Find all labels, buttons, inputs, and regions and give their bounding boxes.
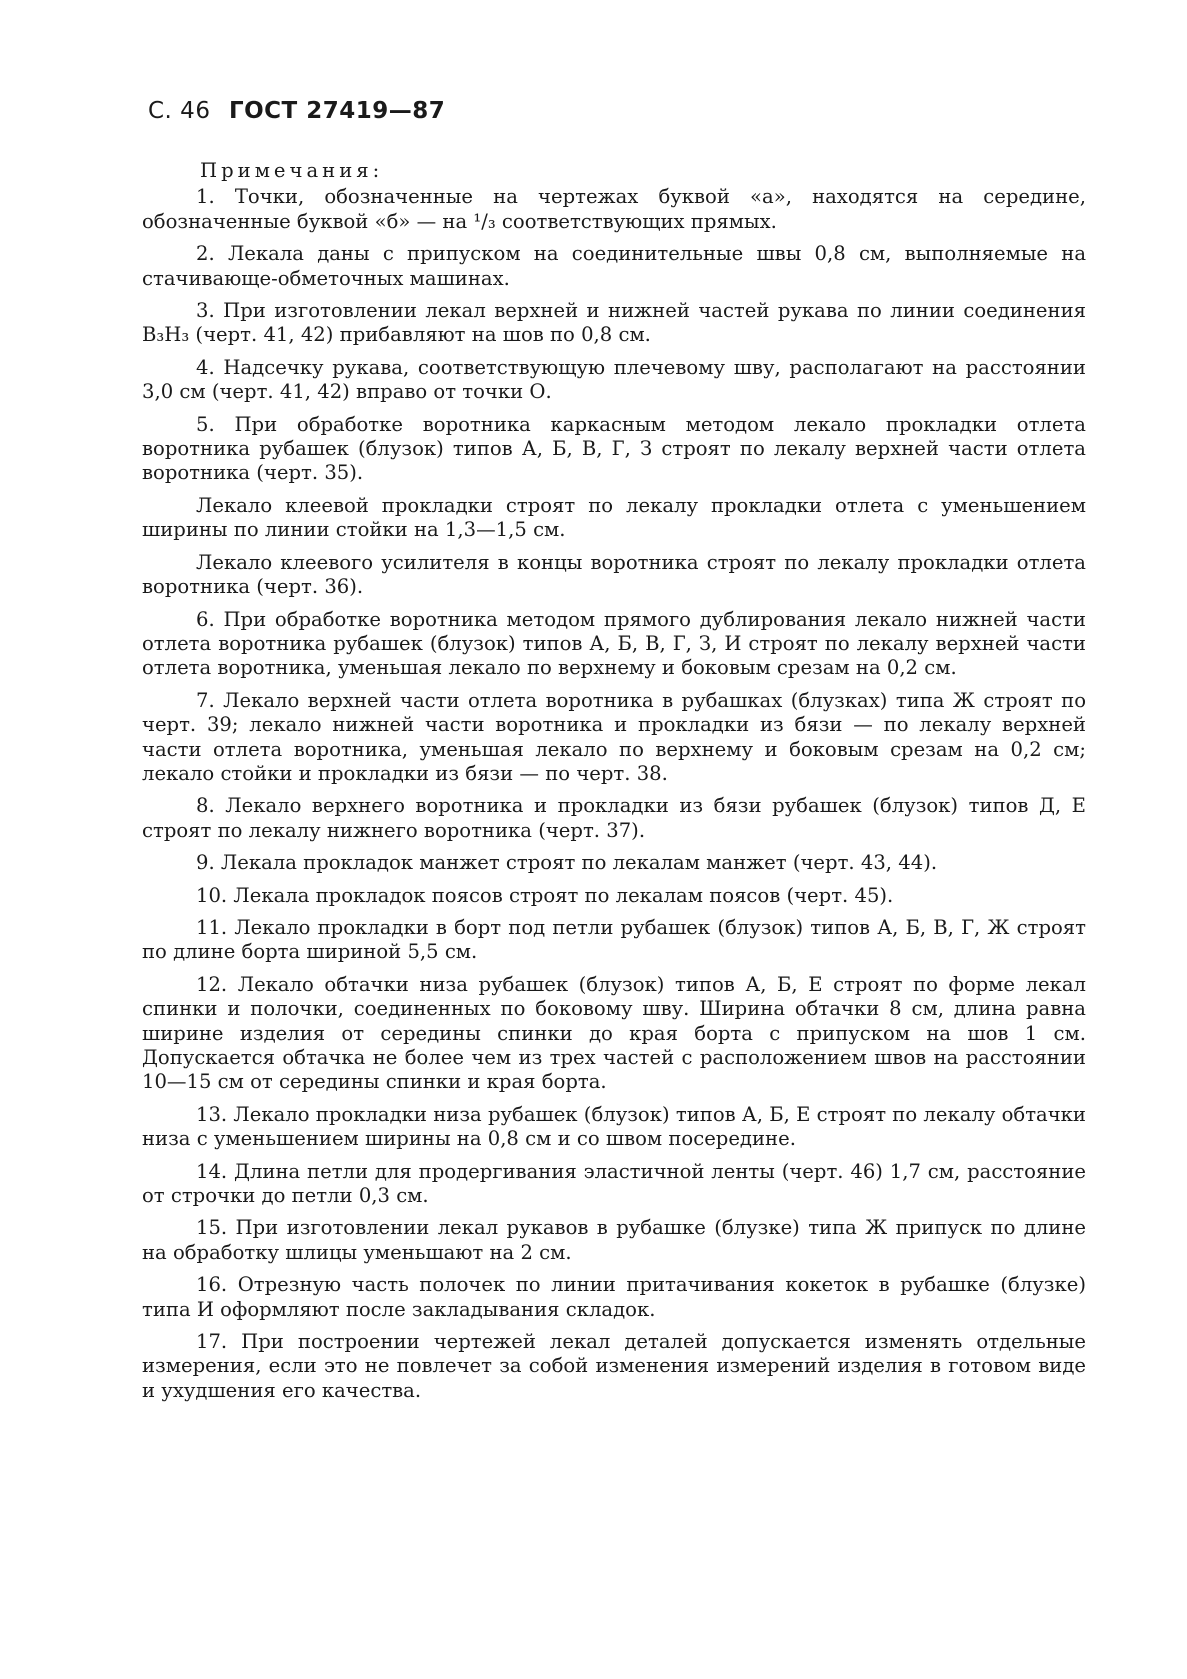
standard-code: ГОСТ 27419—87 [228, 98, 446, 124]
note-8: 8. Лекало верхнего воротника и прокладки из бязи рубашек (блузок) типов Д, Е строят по лекалу нижнего воротника (черт. 37). [142, 794, 1086, 842]
note-2: 2. Лекала даны с припуском на соединительные швы 0,8 см, выполняемые на стачивающе-обметочных машинах. [142, 242, 1086, 290]
note-3: 3. При изготовлении лекал верхней и нижней частей рукава по линии соединения В₃Н₃ (черт. 41, 42) прибавляют на шов по 0,8 см. [142, 299, 1086, 347]
note-11: 11. Лекало прокладки в борт под петли рубашек (блузок) типов А, Б, В, Г, Ж строят по длине борта шириной 5,5 см. [142, 915, 1086, 964]
note-6: 6. При обработке воротника методом прямого дублирования лекало нижней части отлета воротника рубашек (блузок) типов А, Б, В, Г, З, И строят по лекалу верхней части отлета воротника, уменьшая лекало по верхнему и боковым срезам на 0,2 см. [142, 607, 1086, 680]
note-13: 13. Лекало прокладки низа рубашек (блузок) типов А, Б, Е строят по лекалу обтачки низа с уменьшением ширины на 0,8 см и со швом посередине. [142, 1102, 1086, 1151]
note-17: 17. При построении чертежей лекал деталей допускается изменять отдельные измерения, если это не повлечет за собой изменения измерений изделия в готовом виде и ухудшения его качества. [142, 1330, 1086, 1402]
page-header [148, 98, 445, 124]
note-9: 9. Лекала прокладок манжет строят по лекалам манжет (черт. 43, 44). [196, 851, 938, 875]
page-number: С. 46 [148, 98, 211, 124]
note-10: 10. Лекала прокладок поясов строят по лекалам поясов (черт. 45). [196, 883, 894, 907]
note-14: 14. Длина петли для продергивания эластичной ленты (черт. 46) 1,7 см, расстояние от строчки до петли 0,3 см. [142, 1159, 1086, 1208]
note-5-adhesive-interlining: Лекало клеевой прокладки строят по лекалу прокладки отлета с уменьшением ширины по линии стойки на 1,3—1,5 см. [142, 493, 1086, 542]
note-5-adhesive-reinforcement: Лекало клеевого усилителя в концы воротника строят по лекалу прокладки отлета воротника (черт. 36). [142, 550, 1086, 599]
notes-section [142, 159, 1086, 1411]
note-4: 4. Надсечку рукава, соответствующую плечевому шву, располагают на расстоянии 3,0 см (черт. 41, 42) вправо от точки О. [142, 355, 1086, 404]
note-1: 1. Точки, обозначенные на чертежах буквой «а», находятся на середине, обозначенные буквой «б» — на ¹/₃ соответствующих прямых. [142, 185, 1086, 233]
note-12: 12. Лекало обтачки низа рубашек (блузок) типов А, Б, Е строят по форме лекал спинки и полочки, соединенных по боковому шву. Ширина обтачки 8 см, длина равна ширине изделия от середины спинки до края борта с припуском на шов 1 см. Допускается обтачка не более чем из трех частей с расположением швов на расстоянии 10—15 см от середины спинки и края борта. [142, 972, 1086, 1094]
note-7: 7. Лекало верхней части отлета воротника в рубашках (блузках) типа Ж строят по черт. 39; лекало нижней части воротника и прокладки из бязи — по лекалу верхней части отлета воротника, уменьшая лекало по верхнему и боковым срезам на 0,2 см; лекало стойки и прокладки из бязи — по черт. 38. [142, 688, 1086, 785]
note-5: 5. При обработке воротника каркасным методом лекало прокладки отлета воротника рубашек (блузок) типов А, Б, В, Г, З строят по лекалу верхней части отлета воротника (черт. 35). [142, 412, 1086, 485]
note-16: 16. Отрезную часть полочек по линии притачивания кокеток в рубашке (блузке) типа И оформляют после закладывания складок. [142, 1273, 1086, 1321]
note-15: 15. При изготовлении лекал рукавов в рубашке (блузке) типа Ж припуск по длине на обработку шлицы уменьшают на 2 см. [142, 1216, 1086, 1264]
notes-title: Примечания: [200, 159, 384, 182]
